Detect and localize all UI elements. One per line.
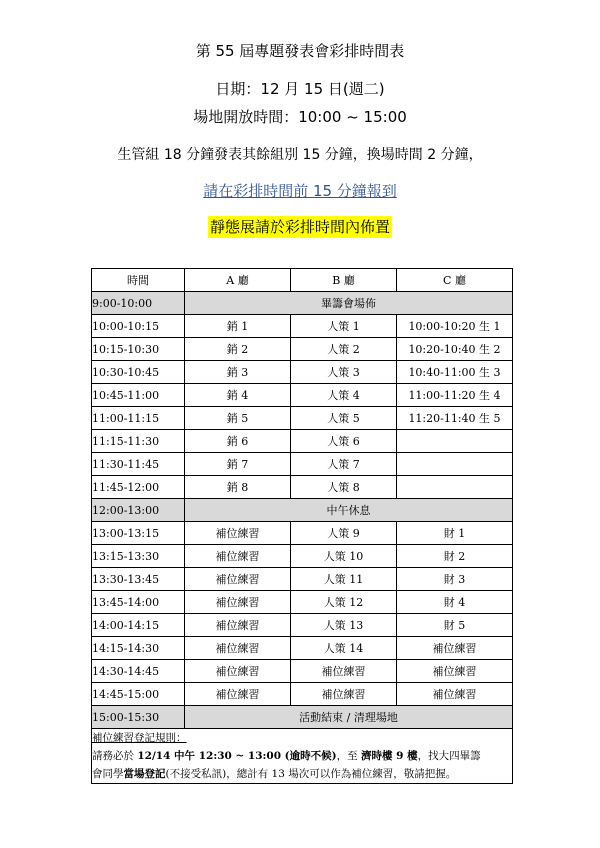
table-row (92, 637, 513, 660)
table-row (92, 292, 513, 315)
hall-b-cell: 人策 3 (291, 361, 397, 384)
hall-a-cell: 銷 3 (185, 361, 291, 384)
page-title: 第 55 屆專題發表會彩排時間表 (195, 42, 405, 60)
hall-b-cell: 人策 1 (291, 315, 397, 338)
time-cell: 13:45-14:00 (92, 591, 185, 614)
table-row (92, 430, 513, 453)
hall-c-cell: 財 2 (397, 545, 513, 568)
rules-text: (不接受私訊)，總計有 13 場次可以作為補位練習，敬請把握。 (165, 768, 457, 780)
table-row (92, 407, 513, 430)
time-cell: 14:45-15:00 (92, 683, 185, 706)
hall-b-cell: 人策 6 (291, 430, 397, 453)
hall-a-cell: 銷 1 (185, 315, 291, 338)
hall-c-cell: 財 5 (397, 614, 513, 637)
column-header-hall-c: C 廳 (397, 269, 513, 292)
rules-text: ，至 (336, 750, 361, 762)
hall-b-cell: 人策 14 (291, 637, 397, 660)
rules-text: ，找大四畢籌 (417, 750, 481, 762)
hall-a-cell: 補位練習 (185, 637, 291, 660)
hall-a-cell: 補位練習 (185, 614, 291, 637)
table-row (92, 706, 513, 729)
time-cell: 11:00-11:15 (92, 407, 185, 430)
time-cell: 10:15-10:30 (92, 338, 185, 361)
hall-c-cell: 財 1 (397, 522, 513, 545)
check-in-notice: 請在彩排時間前 15 分鐘報到 (203, 182, 397, 200)
time-cell: 10:45-11:00 (92, 384, 185, 407)
venue-hours: 場地開放時間：10:00 ~ 15:00 (193, 108, 407, 126)
table-row (92, 499, 513, 522)
time-cell: 13:30-13:45 (92, 568, 185, 591)
time-cell: 11:30-11:45 (92, 453, 185, 476)
schedule-table (91, 268, 513, 784)
hall-b-cell: 人策 10 (291, 545, 397, 568)
hall-a-cell: 銷 6 (185, 430, 291, 453)
hall-c-cell (397, 476, 513, 499)
time-cell: 12:00-13:00 (92, 499, 185, 522)
table-row (92, 522, 513, 545)
table-row (92, 476, 513, 499)
table-row (92, 614, 513, 637)
rules-line-2 (92, 765, 512, 783)
hall-b-cell: 補位練習 (291, 683, 397, 706)
hall-c-cell (397, 430, 513, 453)
table-header-row (92, 269, 513, 292)
hall-a-cell: 銷 4 (185, 384, 291, 407)
time-cell: 15:00-15:30 (92, 706, 185, 729)
hall-c-cell: 11:00-11:20 生 4 (397, 384, 513, 407)
hall-a-cell: 銷 7 (185, 453, 291, 476)
table-row (92, 683, 513, 706)
time-cell: 14:00-14:15 (92, 614, 185, 637)
hall-b-cell: 人策 9 (291, 522, 397, 545)
hall-c-cell: 補位練習 (397, 637, 513, 660)
table-row (92, 545, 513, 568)
column-header-hall-b: B 廳 (291, 269, 397, 292)
hall-c-cell: 財 4 (397, 591, 513, 614)
rules-heading: 補位練習登記規則： (92, 732, 187, 744)
static-line (0, 216, 600, 238)
hall-b-cell: 人策 7 (291, 453, 397, 476)
time-cell: 14:15-14:30 (92, 637, 185, 660)
column-header-hall-a: A 廳 (185, 269, 291, 292)
registration-rules (92, 729, 513, 784)
hall-c-cell: 10:40-11:00 生 3 (397, 361, 513, 384)
hall-a-cell: 補位練習 (185, 545, 291, 568)
hall-c-cell: 財 3 (397, 568, 513, 591)
hall-a-cell: 補位練習 (185, 591, 291, 614)
table-row (92, 315, 513, 338)
rules-line-1 (92, 747, 512, 765)
hall-a-cell: 銷 5 (185, 407, 291, 430)
hall-a-cell: 補位練習 (185, 660, 291, 683)
hall-a-cell: 補位練習 (185, 683, 291, 706)
hall-b-cell: 人策 4 (291, 384, 397, 407)
footer-row (92, 729, 513, 784)
event-date: 日期：12 月 15 日(週二) (215, 80, 385, 98)
hall-b-cell: 人策 12 (291, 591, 397, 614)
column-header-time: 時間 (92, 269, 185, 292)
hall-c-cell: 11:20-11:40 生 5 (397, 407, 513, 430)
table-row (92, 338, 513, 361)
merged-cell: 中午休息 (185, 499, 513, 522)
hall-a-cell: 補位練習 (185, 568, 291, 591)
hall-b-cell: 人策 2 (291, 338, 397, 361)
hall-a-cell: 銷 2 (185, 338, 291, 361)
time-cell: 10:30-10:45 (92, 361, 185, 384)
merged-cell: 畢籌會場佈 (185, 292, 513, 315)
hall-a-cell: 銷 8 (185, 476, 291, 499)
rules-location: 濟時樓 9 樓 (360, 750, 418, 762)
time-cell: 11:45-12:00 (92, 476, 185, 499)
table-row (92, 660, 513, 683)
hall-b-cell: 人策 11 (291, 568, 397, 591)
table-row (92, 591, 513, 614)
rules-text: 請務必於 (92, 750, 138, 762)
hall-b-cell: 人策 5 (291, 407, 397, 430)
time-cell: 10:00-10:15 (92, 315, 185, 338)
hall-a-cell: 補位練習 (185, 522, 291, 545)
presentation-rule: 生管組 18 分鐘發表其餘組別 15 分鐘，換場時間 2 分鐘， (117, 147, 483, 163)
rules-text: 會同學 (92, 768, 124, 780)
notice-line (0, 180, 600, 201)
hall-b-cell: 人策 8 (291, 476, 397, 499)
table-row (92, 568, 513, 591)
static-exhibit-notice: 靜態展請於彩排時間內佈置 (209, 218, 390, 236)
hall-b-cell: 補位練習 (291, 660, 397, 683)
table-row (92, 453, 513, 476)
rules-deadline: 12/14 中午 12:30 ~ 13:00 (逾時不候) (137, 750, 337, 762)
table-row (92, 361, 513, 384)
time-cell: 11:15-11:30 (92, 430, 185, 453)
hall-b-cell: 人策 13 (291, 614, 397, 637)
merged-cell: 活動結束 / 清理場地 (185, 706, 513, 729)
hall-c-cell (397, 453, 513, 476)
time-cell: 13:00-13:15 (92, 522, 185, 545)
time-cell: 9:00-10:00 (92, 292, 185, 315)
hall-c-cell: 補位練習 (397, 683, 513, 706)
hall-c-cell: 10:20-10:40 生 2 (397, 338, 513, 361)
table-row (92, 384, 513, 407)
rules-onsite: 當場登記 (123, 768, 166, 780)
hall-c-cell: 10:00-10:20 生 1 (397, 315, 513, 338)
time-cell: 14:30-14:45 (92, 660, 185, 683)
hall-c-cell: 補位練習 (397, 660, 513, 683)
time-cell: 13:15-13:30 (92, 545, 185, 568)
